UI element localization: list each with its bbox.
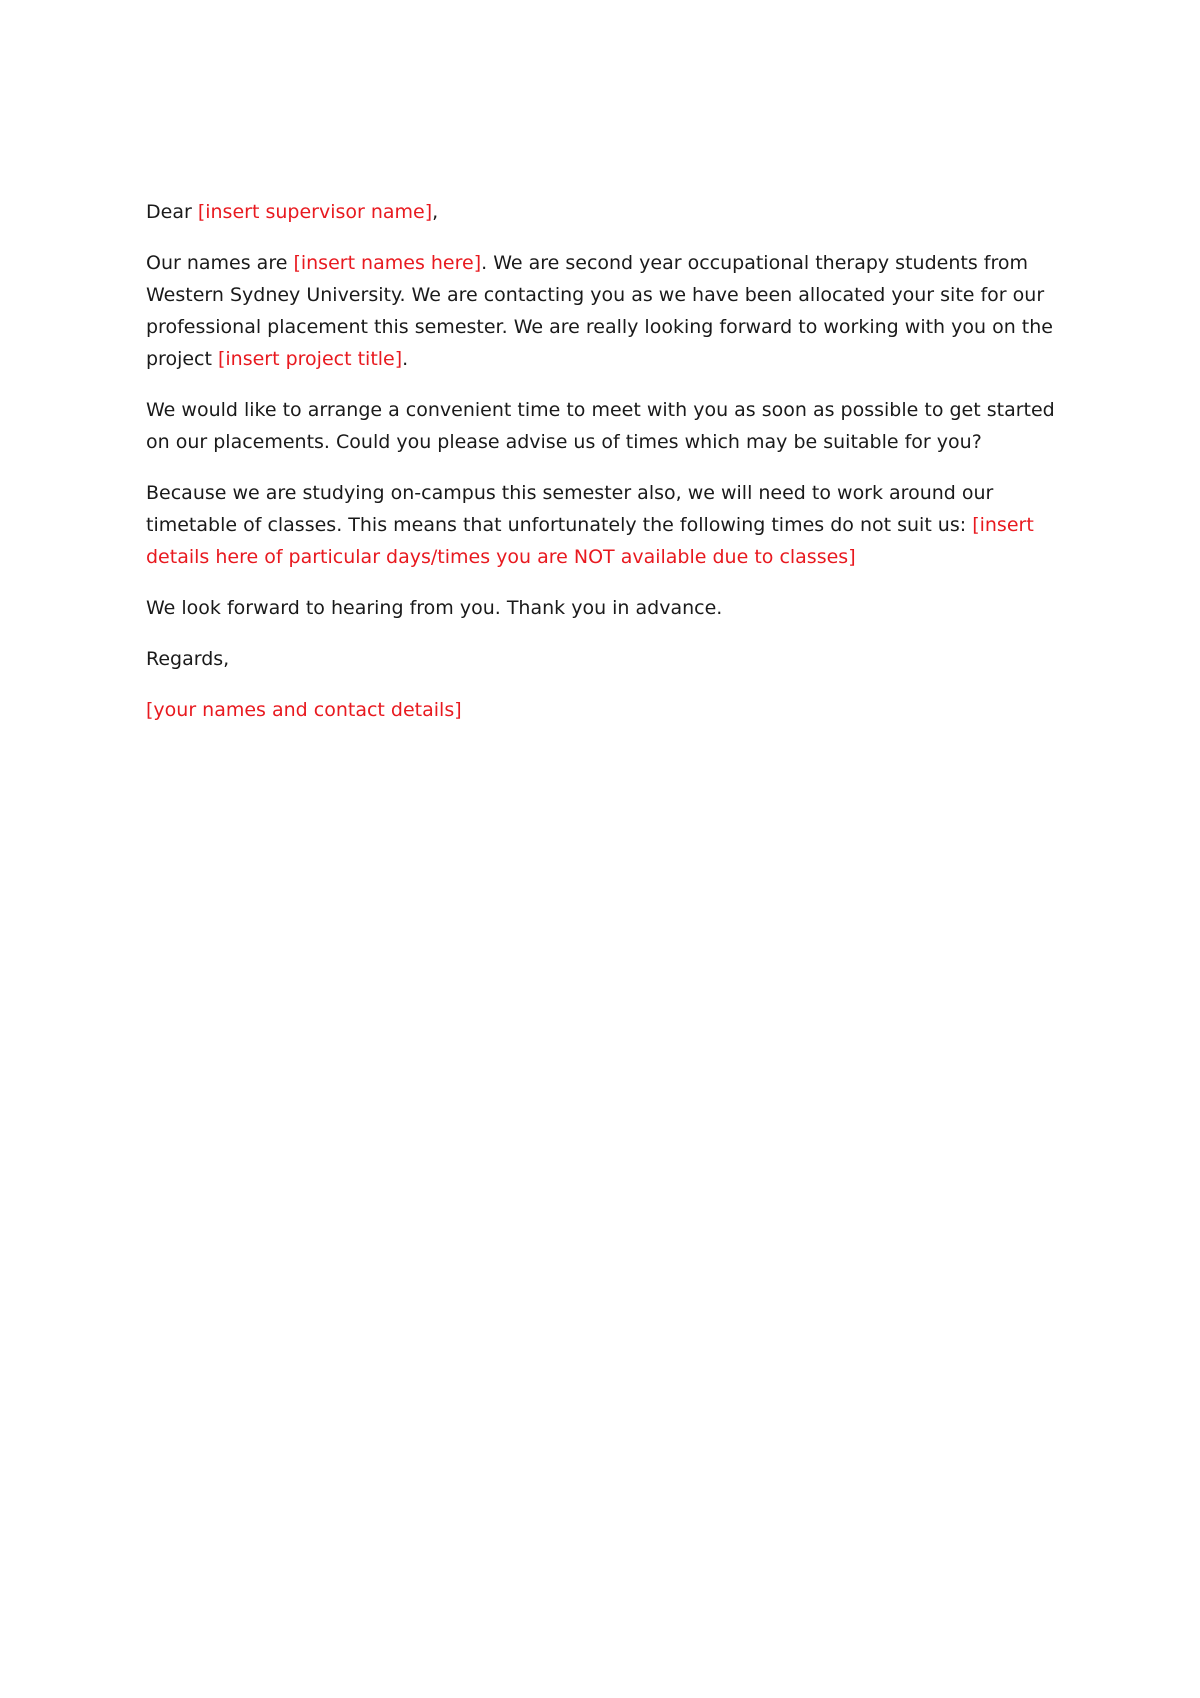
- salutation-prefix: Dear: [146, 201, 198, 223]
- paragraph-introduction: [146, 247, 1076, 375]
- unavailable-times-placeholder: [insert details here of particular days/times you are NOT available due to classes]: [146, 514, 1034, 568]
- availability-text: Because we are studying on-campus this semester also, we will need to work around our timetable of classes. This means that unfortunately the following times do not suit us:: [146, 482, 994, 536]
- intro-suffix: .: [402, 348, 409, 370]
- student-names-placeholder: [insert names here]: [293, 252, 482, 274]
- closing: [146, 643, 1076, 675]
- intro-body: . We are second year occupational therapy students from Western Sydney University. We are contacting you as we have been allocated your site for our professional placement this semester. We are really looking forward to working with you on the project: [146, 252, 1053, 370]
- thanks-text: We look forward to hearing from you. Thank you in advance.: [146, 597, 723, 619]
- project-title-placeholder: [insert project title]: [217, 348, 403, 370]
- letter-body: [146, 196, 1076, 745]
- supervisor-name-placeholder: [insert supervisor name]: [197, 201, 433, 223]
- meeting-request-text: We would like to arrange a convenient time to meet with you as soon as possible to get started on our placements. Could you please advise us of times which may be suitable for you?: [146, 399, 1055, 453]
- signature-placeholder: [your names and contact details]: [146, 699, 462, 721]
- salutation-suffix: ,: [432, 201, 439, 223]
- salutation: [146, 196, 1076, 228]
- paragraph-thanks: [146, 592, 1076, 624]
- paragraph-availability: [146, 477, 1076, 573]
- intro-prefix: Our names are: [146, 252, 294, 274]
- paragraph-meeting-request: [146, 394, 1076, 458]
- closing-text: Regards,: [146, 648, 230, 670]
- signature: [146, 694, 1076, 726]
